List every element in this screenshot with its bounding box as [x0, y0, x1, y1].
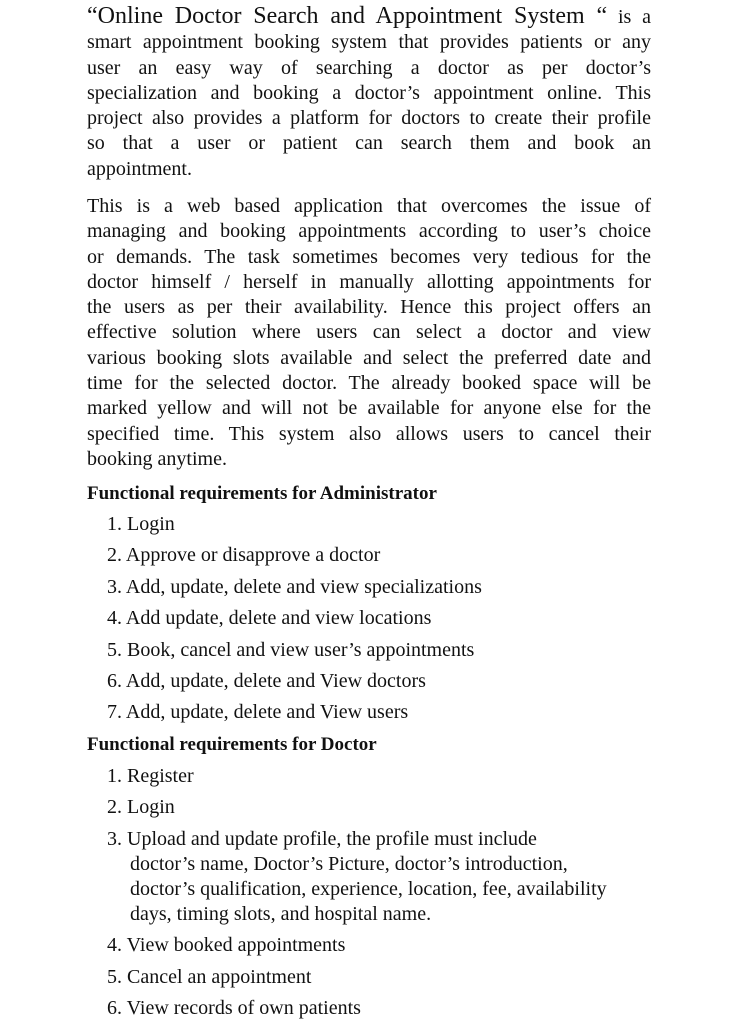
system-title: “Online Doctor Search and Appointment System “: [87, 3, 608, 29]
intro-line: smart appointment booking system that provides patients or any: [87, 31, 651, 54]
list-item: [107, 827, 667, 927]
admin-requirements-heading: Functional requirements for Administrator: [87, 483, 437, 504]
paragraph-line: time for the selected doctor. The already booked space will be: [87, 372, 651, 395]
paragraph-line: managing and booking appointments according to user’s choice: [87, 220, 651, 243]
list-item: 5. Cancel an appointment: [107, 965, 312, 988]
list-item-continuation: days, timing slots, and hospital name.: [130, 902, 432, 925]
paragraph-line: effective solution where users can select a doctor and view: [87, 321, 651, 344]
paragraph-line: various booking slots available and select the preferred date and: [87, 346, 651, 369]
intro-line: appointment.: [87, 157, 192, 180]
list-item: 2. Login: [107, 796, 175, 819]
list-item: 1. Login: [107, 513, 175, 535]
list-item: 6. Add, update, delete and View doctors: [107, 669, 426, 692]
paragraph-line: specified time. This system also allows users to cancel their: [87, 422, 651, 445]
intro-line: specialization and booking a doctor’s appointment online. This: [87, 81, 651, 104]
description-paragraph: [87, 194, 651, 472]
list-item: 1. Register: [107, 765, 194, 787]
admin-requirements-list: [107, 512, 667, 732]
intro-line: project also provides a platform for doctors to create their profile: [87, 107, 651, 130]
intro-line: “Online Doctor Search and Appointment System “ is a: [87, 3, 651, 29]
paragraph-line: This is a web based application that overcomes the issue of: [87, 195, 651, 217]
list-item: 4. Add update, delete and view locations: [107, 607, 432, 630]
list-item: 4. View booked appointments: [107, 934, 346, 957]
paragraph-line: or demands. The task sometimes becomes very tedious for the: [87, 245, 651, 268]
list-item-continuation: doctor’s qualification, experience, location, fee, availability: [130, 877, 607, 900]
doctor-requirements-list: [107, 764, 667, 1027]
list-item: 5. Book, cancel and view user’s appointments: [107, 638, 475, 661]
list-item: 6. View records of own patients: [107, 996, 361, 1019]
intro-paragraph: [87, 4, 651, 182]
paragraph-line: doctor himself / herself in manually allotting appointments for: [87, 270, 651, 293]
list-item-text: 3. Upload and update profile, the profile must include: [107, 827, 537, 850]
paragraph-line: marked yellow and will not be available for anyone else for the: [87, 397, 651, 420]
list-item: 3. Add, update, delete and view specializations: [107, 575, 482, 598]
doctor-requirements-heading: Functional requirements for Doctor: [87, 734, 377, 755]
paragraph-line: booking anytime.: [87, 447, 227, 470]
paragraph-line: the users as per their availability. Hence this project offers an: [87, 296, 651, 319]
intro-line: user an easy way of searching a doctor as per doctor’s: [87, 56, 651, 79]
list-item-continuation: doctor’s name, Doctor’s Picture, doctor’s introduction,: [130, 852, 568, 875]
list-item: 7. Add, update, delete and View users: [107, 701, 409, 724]
intro-line: so that a user or patient can search them and book an: [87, 132, 651, 155]
list-item: 2. Approve or disapprove a doctor: [107, 544, 381, 567]
